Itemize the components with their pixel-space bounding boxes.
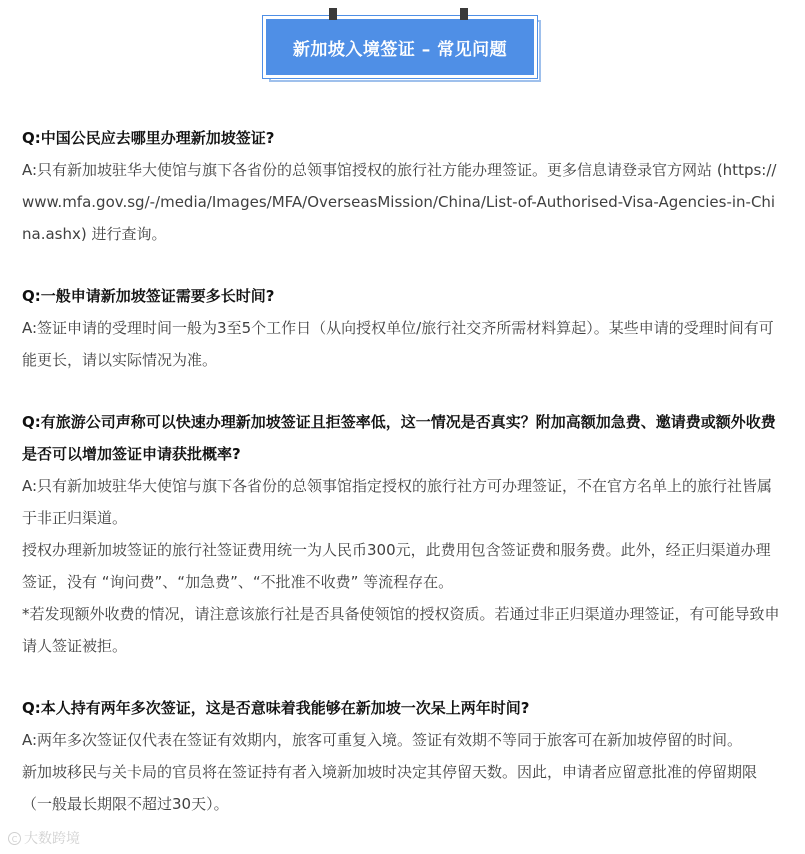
pin-icon xyxy=(460,8,468,20)
faq-question: Q:本人持有两年多次签证，这是否意味着我能够在新加坡一次呆上两年时间? xyxy=(22,699,530,717)
watermark-text: 大数跨境 xyxy=(24,831,80,847)
faq-item xyxy=(22,280,784,376)
faq-list xyxy=(22,122,784,820)
pin-icon xyxy=(329,8,337,20)
faq-question: Q:有旅游公司声称可以快速办理新加坡签证且拒签率低，这一情况是否真实？附加高额加急费、邀请费或额外收费是否可以增加签证申请获批概率? xyxy=(22,413,776,463)
faq-question: Q:中国公民应去哪里办理新加坡签证? xyxy=(22,129,275,147)
copyright-icon: C xyxy=(8,832,21,845)
faq-item xyxy=(22,692,784,820)
faq-answer: A:只有新加坡驻华大使馆与旗下各省份的总领事馆指定授权的旅行社方可办理签证，不在官方名单上的旅行社皆属于非正归渠道。 xyxy=(22,477,773,527)
faq-answer: A:只有新加坡驻华大使馆与旗下各省份的总领事馆授权的旅行社方能办理签证。更多信息请登录官方网站 (https://www.mfa.gov.sg/-/media/Images/MFA/OverseasMission/China/List-of-Authorised-Visa-Agencies-in-China.ashx) 进行查询。 xyxy=(22,161,777,243)
faq-answer: A:两年多次签证仅代表在签证有效期内，旅客可重复入境。签证有效期不等同于旅客可在新加坡停留的时间。 xyxy=(22,731,743,749)
page-title-text: 新加坡入境签证 – 常见问题 xyxy=(292,39,508,60)
faq-item xyxy=(22,406,784,662)
faq-answer: 授权办理新加坡签证的旅行社签证费用统一为人民币300元，此费用包含签证费和服务费。此外，经正归渠道办理签证，没有 “询问费”、“加急费”、“不批准不收费” 等流程存在。 xyxy=(22,541,771,591)
page-title xyxy=(263,16,537,78)
title-banner xyxy=(263,14,545,84)
faq-answer: *若发现额外收费的情况，请注意该旅行社是否具备使领馆的授权资质。若通过非正归渠道办理签证，有可能导致申请人签证被拒。 xyxy=(22,605,780,655)
faq-question: Q:一般申请新加坡签证需要多长时间? xyxy=(22,287,275,305)
faq-answer: A:签证申请的受理时间一般为3至5个工作日（从向授权单位/旅行社交齐所需材料算起）。某些申请的受理时间有可能更长，请以实际情况为准。 xyxy=(22,319,774,369)
watermark xyxy=(8,828,80,848)
faq-answer: 新加坡移民与关卡局的官员将在签证持有者入境新加坡时决定其停留天数。因此，申请者应留意批准的停留期限（一般最长期限不超过30天）。 xyxy=(22,763,758,813)
faq-item xyxy=(22,122,784,250)
